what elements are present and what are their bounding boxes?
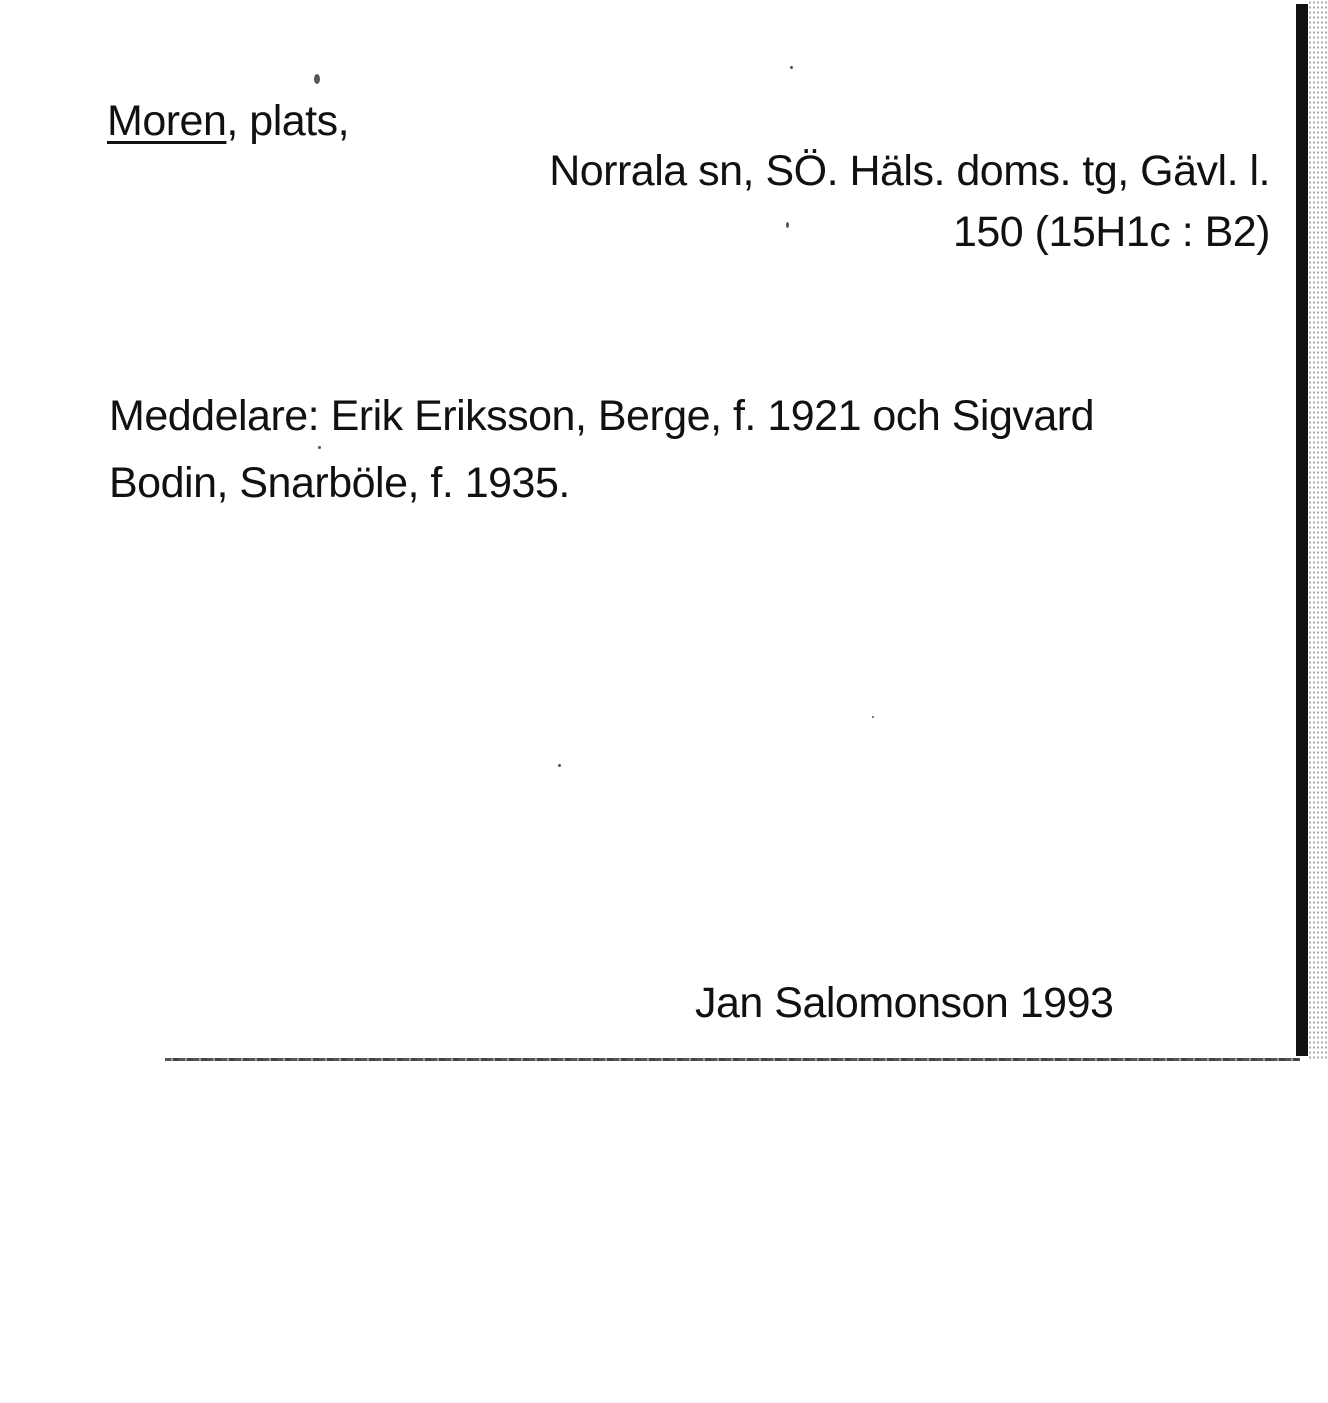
informants-line-1: Meddelare: Erik Eriksson, Berge, f. 1921 och Sigvard — [109, 392, 1095, 440]
location-line: Norrala sn, SÖ. Häls. doms. tg, Gävl. l. — [549, 147, 1270, 195]
title-line — [107, 97, 350, 145]
card-bottom-edge — [165, 1058, 1300, 1061]
scan-speck — [790, 66, 793, 69]
headword: Moren — [107, 97, 227, 145]
scan-speck — [318, 446, 321, 449]
map-reference: 150 (15H1c : B2) — [952, 208, 1270, 256]
scan-speck — [558, 764, 561, 767]
scan-speck — [314, 74, 320, 84]
informants-line-2: Bodin, Snarböle, f. 1935. — [109, 459, 570, 507]
card-right-edge-shadow — [1296, 4, 1308, 1056]
scan-speck — [872, 716, 874, 718]
headword-suffix: , plats, — [226, 97, 350, 145]
scan-edge-noise — [1308, 0, 1328, 1060]
signature: Jan Salomonson 1993 — [695, 979, 1114, 1027]
scan-speck — [786, 222, 789, 228]
